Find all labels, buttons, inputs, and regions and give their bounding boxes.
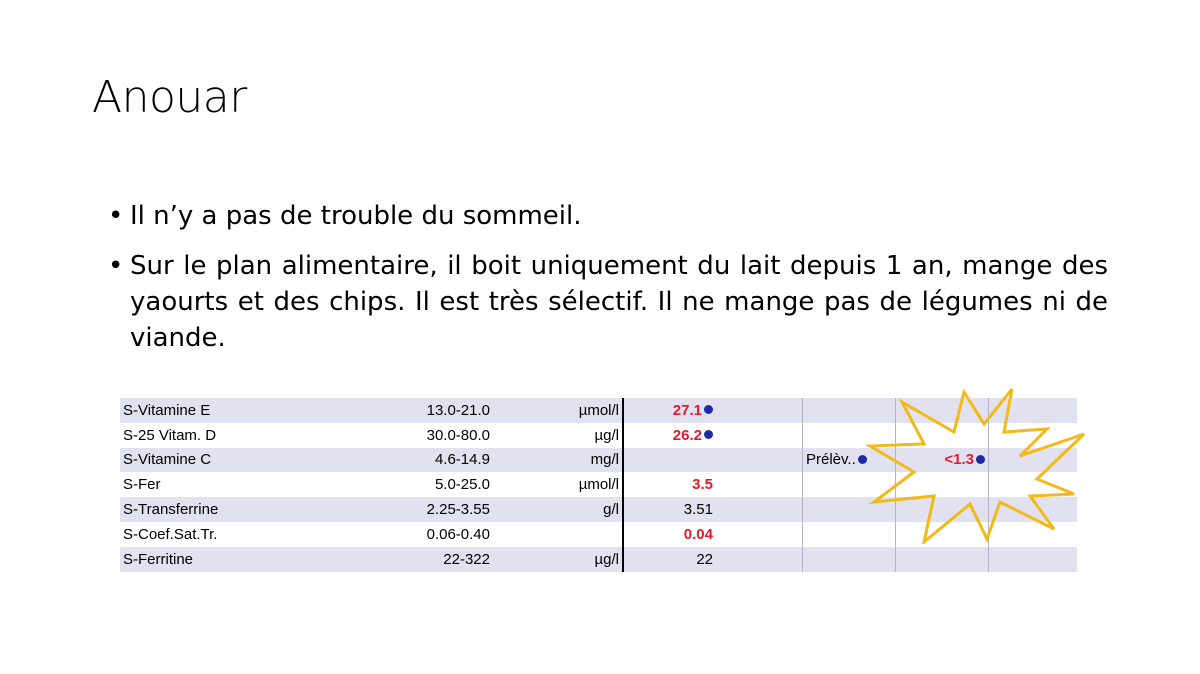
bullet-text: Sur le plan alimentaire, il boit uniquement du lait depuis 1 an, mange des yaourts et des chips. Il est très sélectif. Il ne mange pas de légumes ni de viande. [130, 251, 1108, 353]
slide-title: Anouar [92, 72, 247, 123]
lab-empty-cell [716, 398, 803, 423]
lab-value [623, 472, 716, 497]
lab-unit: g/l [496, 497, 623, 522]
bullet-text: Il n’y a pas de trouble du sommeil. [130, 201, 582, 231]
lab-test-name: S-25 Vitam. D [120, 423, 366, 448]
indicator-dot-icon [704, 430, 713, 439]
lab-test-name: S-Coef.Sat.Tr. [120, 522, 366, 547]
lab-value-text: 26.2 [672, 426, 702, 444]
lab-reference-range: 5.0-25.0 [366, 472, 496, 497]
indicator-dot-icon [704, 405, 713, 414]
lab-value [623, 448, 716, 473]
lab-reference-range: 30.0-80.0 [366, 423, 496, 448]
lab-row [120, 547, 1077, 572]
lab-previous-label [803, 547, 896, 572]
lab-reference-range: 13.0-21.0 [366, 398, 496, 423]
bullet-item [108, 248, 1108, 356]
lab-unit: µmol/l [496, 398, 623, 423]
lab-empty-cell [716, 497, 803, 522]
bullet-dot-icon: • [108, 251, 124, 281]
lab-empty-cell [716, 448, 803, 473]
lab-previous-label-text: Prélèv.. [806, 451, 856, 469]
lab-value-text: 3.5 [692, 476, 713, 494]
lab-previous-value [896, 547, 989, 572]
lab-empty-cell [716, 547, 803, 572]
lab-value-text: 0.04 [683, 525, 713, 543]
lab-unit: µg/l [496, 423, 623, 448]
lab-unit [496, 522, 623, 547]
bullet-item [108, 198, 1108, 234]
lab-previous-value-text: <1.3 [944, 451, 974, 469]
lab-empty-cell [716, 472, 803, 497]
lab-value [623, 522, 716, 547]
lab-test-name: S-Fer [120, 472, 366, 497]
lab-value-text: 3.51 [683, 501, 713, 519]
lab-value-text: 22 [696, 550, 713, 568]
lab-test-name: S-Transferrine [120, 497, 366, 522]
lab-unit: mg/l [496, 448, 623, 473]
lab-reference-range: 0.06-0.40 [366, 522, 496, 547]
starburst-highlight-icon [862, 384, 1092, 544]
lab-value-text: 27.1 [672, 401, 702, 419]
lab-unit: µg/l [496, 547, 623, 572]
bullet-dot-icon: • [108, 201, 124, 231]
bullet-list [108, 198, 1108, 370]
lab-value [623, 423, 716, 448]
lab-empty-cell [716, 522, 803, 547]
lab-test-name: S-Ferritine [120, 547, 366, 572]
lab-test-name: S-Vitamine C [120, 448, 366, 473]
lab-unit: µmol/l [496, 472, 623, 497]
lab-value [623, 398, 716, 423]
lab-reference-range: 4.6-14.9 [366, 448, 496, 473]
lab-empty-cell [716, 423, 803, 448]
lab-empty-cell [989, 547, 1078, 572]
lab-reference-range: 22-322 [366, 547, 496, 572]
lab-value [623, 547, 716, 572]
lab-value [623, 497, 716, 522]
lab-reference-range: 2.25-3.55 [366, 497, 496, 522]
lab-test-name: S-Vitamine E [120, 398, 366, 423]
